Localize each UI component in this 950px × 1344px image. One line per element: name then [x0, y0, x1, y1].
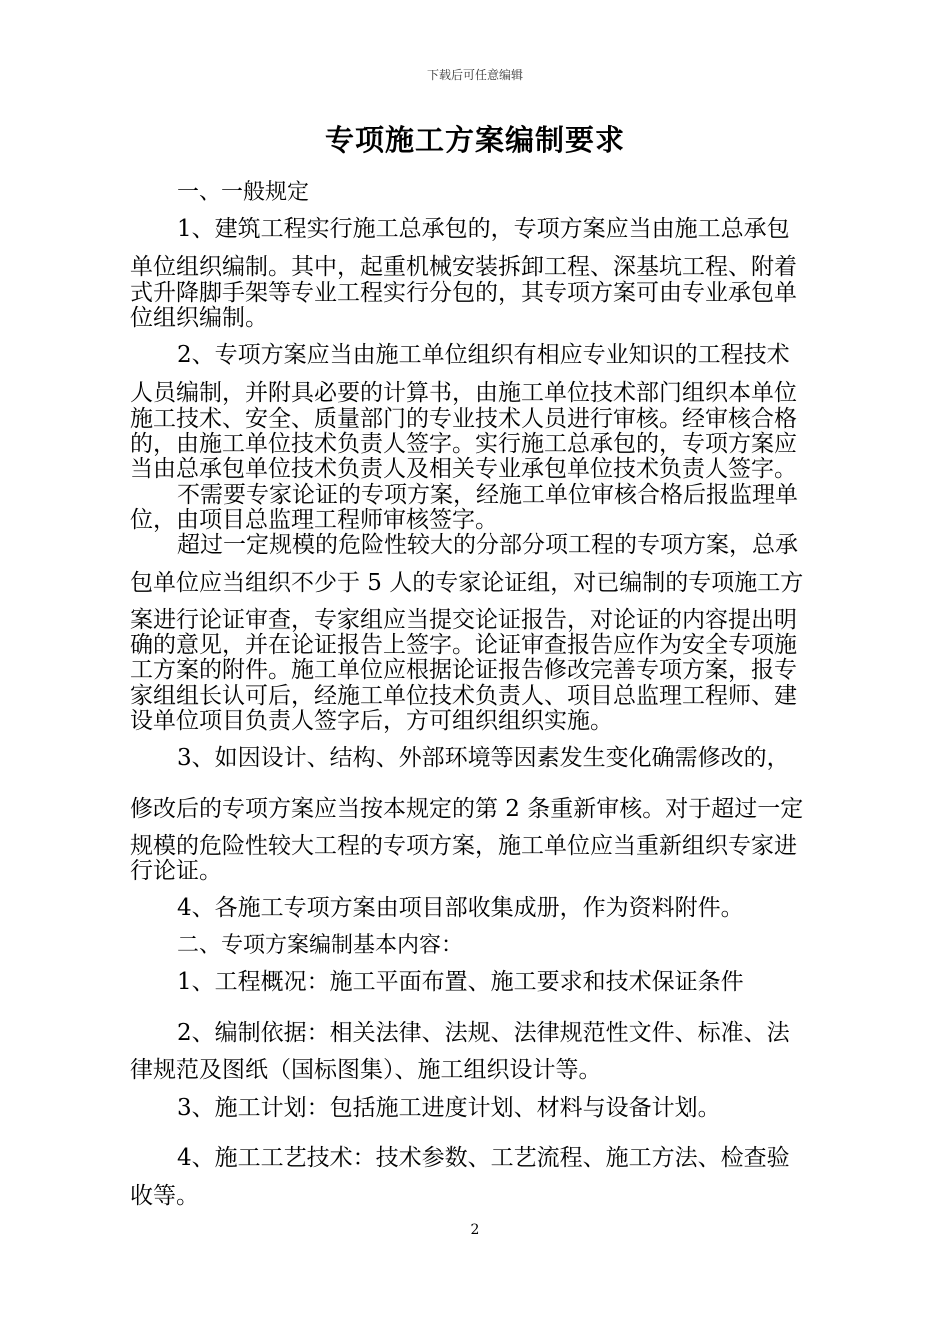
paragraph-line: 3、如因设计、结构、外部环境等因素发生变化确需修改的， [177, 745, 790, 771]
paragraph-line: 超过一定规模的危险性较大的分部分项工程的专项方案，总承 [177, 532, 798, 558]
paragraph-line: 确的意见，并在论证报告上签字。论证审查报告应作为安全专项施 [130, 632, 797, 658]
document-title: 专项施工方案编制要求 [324, 123, 625, 157]
paragraph-line: 行论证。 [130, 858, 222, 884]
paragraph-line: 人员编制，并附具必要的计算书，由施工单位技术部门组织本单位 [130, 380, 797, 406]
paragraph-line: 不需要专家论证的专项方案，经施工单位审核合格后报监理单 [177, 482, 798, 508]
section-heading-content: 二、专项方案编制基本内容： [177, 933, 464, 958]
section-heading-general: 一、一般规定 [177, 180, 310, 205]
paragraph-line: 当由总承包单位技术负责人及相关专业承包单位技术负责人签字。 [130, 456, 797, 482]
paragraph-line: 3、施工计划：包括施工进度计划、材料与设备计划。 [177, 1095, 721, 1121]
paragraph-line: 的，由施工单位技术负责人签字。实行施工总承包的，专项方案应 [130, 431, 797, 457]
paragraph-line: 修改后的专项方案应当按本规定的第 2 条重新审核。对于超过一定 [130, 796, 804, 822]
paragraph-line: 包单位应当组织不少于 5 人的专家论证组，对已编制的专项施工方 [130, 570, 804, 596]
page-header-note: 下载后可任意编辑 [426, 68, 523, 82]
paragraph-line: 设单位项目负责人签字后，方可组织组织实施。 [130, 708, 613, 734]
paragraph-line: 2、专项方案应当由施工单位组织有相应专业知识的工程技术 [177, 342, 790, 368]
paragraph-line: 2、编制依据：相关法律、法规、法律规范性文件、标准、法 [177, 1020, 790, 1046]
page-number: 2 [470, 1222, 480, 1238]
paragraph-line: 1、建筑工程实行施工总承包的，专项方案应当由施工总承包 [177, 216, 790, 242]
paragraph-line: 家组组长认可后，经施工单位技术负责人、项目总监理工程师、建 [130, 683, 797, 709]
paragraph-line: 收等。 [130, 1183, 199, 1209]
paragraph-line: 施工技术、安全、质量部门的专业技术人员进行审核。经审核合格 [130, 406, 797, 432]
paragraph-line: 案进行论证审查，专家组应当提交论证报告，对论证的内容提出明 [130, 607, 797, 633]
paragraph-line: 式升降脚手架等专业工程实行分包的，其专项方案可由专业承包单 [130, 280, 797, 306]
paragraph-line: 单位组织编制。其中，起重机械安装拆卸工程、深基坑工程、附着 [130, 254, 797, 280]
paragraph-line: 规模的危险性较大工程的专项方案，施工单位应当重新组织专家进 [130, 833, 797, 859]
paragraph-line: 4、施工工艺技术：技术参数、工艺流程、施工方法、检查验 [177, 1145, 790, 1171]
paragraph-line: 位，由项目总监理工程师审核签字。 [130, 507, 498, 533]
paragraph-line: 律规范及图纸（国标图集）、施工组织设计等。 [130, 1057, 602, 1083]
paragraph-line: 4、各施工专项方案由项目部收集成册，作为资料附件。 [177, 895, 744, 921]
paragraph-line: 位组织编制。 [130, 305, 268, 331]
paragraph-line: 1、工程概况：施工平面布置、施工要求和技术保证条件 [177, 969, 744, 995]
paragraph-line: 工方案的附件。施工单位应根据论证报告修改完善专项方案，报专 [130, 657, 797, 683]
